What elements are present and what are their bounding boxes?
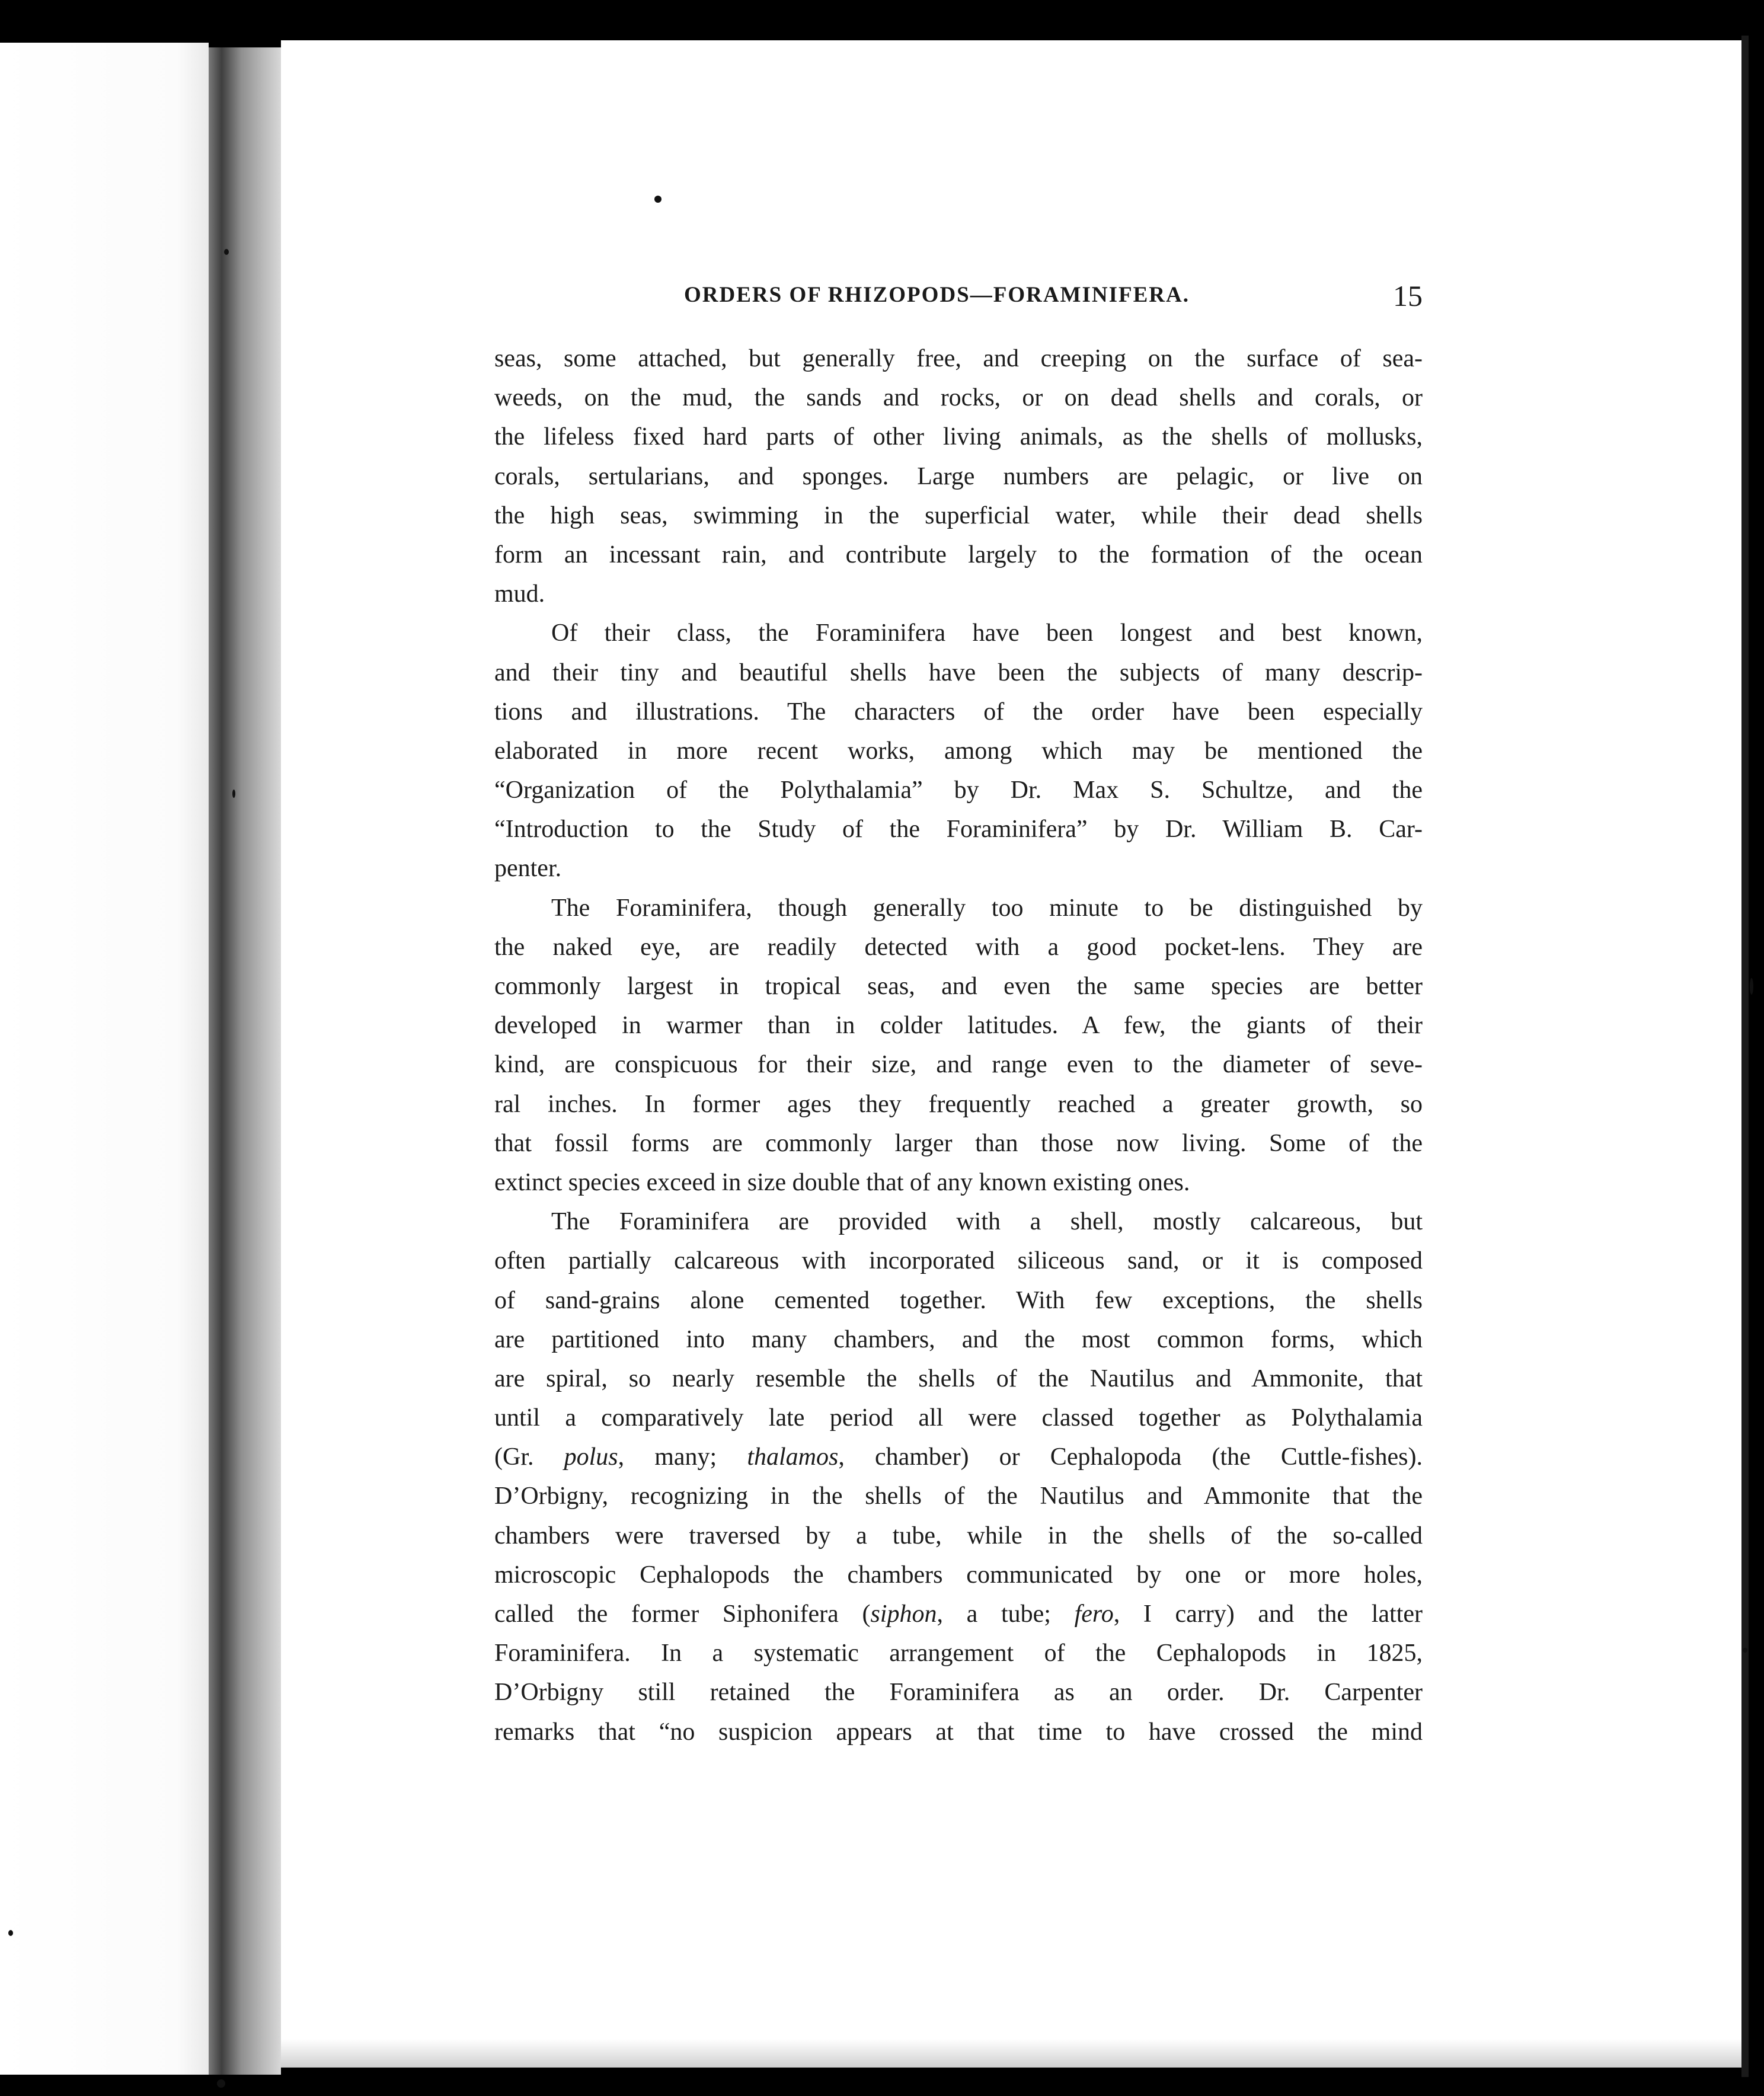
text-line: ral inches. In former ages they frequently reached a greater growth, so bbox=[494, 1090, 1423, 1118]
text-line: the lifeless fixed hard parts of other living animals, as the shells of mollusks, bbox=[494, 423, 1423, 451]
page-number: 15 bbox=[1393, 279, 1423, 312]
text-line: the naked eye, are readily detected with a good pocket-lens. They are bbox=[494, 933, 1423, 961]
ink-speck bbox=[224, 249, 229, 255]
text-line: are spiral, so nearly resemble the shells of the Nautilus and Ammonite, that bbox=[494, 1365, 1423, 1392]
text-line: (Gr. polus, many; thalamos, chamber) or Cephalopoda (the Cuttle-fishes). bbox=[494, 1443, 1423, 1471]
text-line: “Organization of the Polythalamia” by Dr. Max S. Schultze, and the bbox=[494, 777, 1423, 804]
text-line: microscopic Cephalopods the chambers communicated by one or more holes, bbox=[494, 1561, 1423, 1589]
text-line: form an incessant rain, and contribute largely to the formation of the ocean bbox=[494, 541, 1423, 568]
page-edge-shadow bbox=[1741, 36, 1749, 2077]
text-line: D’Orbigny still retained the Foraminifera as an order. Dr. Carpenter bbox=[494, 1679, 1423, 1707]
text-line: chambers were traversed by a tube, while in the shells of the so-called bbox=[494, 1522, 1423, 1549]
text-line: remarks that “no suspicion appears at that time to have crossed the mind bbox=[494, 1718, 1423, 1746]
text-line: are partitioned into many chambers, and the most common forms, which bbox=[494, 1325, 1423, 1353]
text-line: called the former Siphonifera (siphon, a tube; fero, I carry) and the latter bbox=[494, 1600, 1423, 1628]
body-text bbox=[494, 339, 1423, 1752]
text-line: seas, some attached, but generally free, and creeping on the surface of sea- bbox=[494, 345, 1423, 372]
text-line: The Foraminifera are provided with a shell, mostly calcareous, but bbox=[551, 1208, 1423, 1236]
text-line: elaborated in more recent works, among which may be mentioned the bbox=[494, 737, 1423, 765]
ink-speck bbox=[1743, 1648, 1747, 1653]
text-line: mud. bbox=[494, 580, 545, 608]
page-bottom-shadow bbox=[281, 2039, 1741, 2068]
ink-speck bbox=[1750, 978, 1753, 995]
text-line: Of their class, the Foraminifera have been longest and best known, bbox=[551, 619, 1423, 647]
text-line: often partially calcareous with incorporated siliceous sand, or it is composed bbox=[494, 1247, 1423, 1275]
text-line: commonly largest in tropical seas, and even the same species are better bbox=[494, 973, 1423, 1000]
ink-speck bbox=[8, 1930, 13, 1936]
running-head: ORDERS OF RHIZOPODS—FORAMINIFERA. bbox=[684, 283, 1190, 307]
ink-speck bbox=[654, 196, 662, 203]
text-line: extinct species exceed in size double that of any known existing ones. bbox=[494, 1168, 1190, 1196]
ink-speck bbox=[232, 790, 235, 798]
text-line: until a comparatively late period all were classed together as Polythalamia bbox=[494, 1404, 1423, 1432]
text-line: penter. bbox=[494, 855, 562, 883]
ink-speck bbox=[217, 2079, 225, 2088]
text-line: D’Orbigny, recognizing in the shells of the Nautilus and Ammonite that the bbox=[494, 1482, 1423, 1510]
text-line: The Foraminifera, though generally too minute to be distinguished by bbox=[551, 894, 1423, 922]
text-line: of sand-grains alone cemented together. With few exceptions, the shells bbox=[494, 1286, 1423, 1314]
text-line: corals, sertularians, and sponges. Large numbers are pelagic, or live on bbox=[494, 462, 1423, 490]
text-line: and their tiny and beautiful shells have been the subjects of many descrip- bbox=[494, 659, 1423, 686]
text-line: the high seas, swimming in the superficial water, while their dead shells bbox=[494, 501, 1423, 529]
text-line: tions and illustrations. The characters of the order have been especially bbox=[494, 698, 1423, 726]
text-line: that fossil forms are commonly larger than those now living. Some of the bbox=[494, 1129, 1423, 1157]
text-line: developed in warmer than in colder latitudes. A few, the giants of their bbox=[494, 1012, 1423, 1040]
text-line: kind, are conspicuous for their size, and range even to the diameter of seve- bbox=[494, 1051, 1423, 1079]
text-line: “Introduction to the Study of the Foraminifera” by Dr. William B. Car- bbox=[494, 816, 1423, 843]
left-page-edge bbox=[0, 43, 209, 2075]
text-line: Foraminifera. In a systematic arrangement of the Cephalopods in 1825, bbox=[494, 1640, 1423, 1667]
book-gutter bbox=[209, 47, 281, 2075]
text-line: weeds, on the mud, the sands and rocks, or on dead shells and corals, or bbox=[494, 384, 1423, 412]
page-header bbox=[494, 279, 1423, 320]
